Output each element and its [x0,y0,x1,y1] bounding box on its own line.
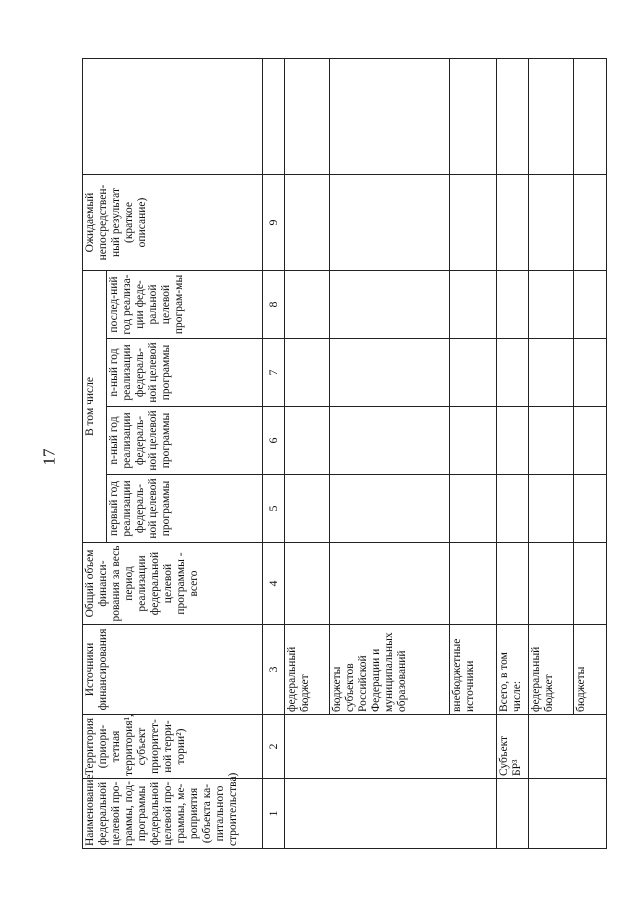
table-cell [329,175,449,271]
col-number: 9 [263,175,285,271]
table-row [529,59,574,849]
table-cell [573,407,606,475]
table-cell [285,271,330,339]
table-cell [496,59,528,175]
row-total-including: Всего, в том числе: [496,625,528,715]
header-col-1: Наименование федеральной целевой про-граммы, под-программы федеральной целевой про-граммы, ме-роприятия (объекта ка-питального строительства) [83,779,263,849]
row-regional-budgets: бюджеты субъектов Российской Федерации и муниципальных образований [329,625,449,715]
col-number: 1 [263,779,285,849]
table-cell [450,175,497,271]
table-cell [285,475,330,543]
table-cell [496,407,528,475]
table-cell [285,543,330,625]
table-cell [285,779,496,849]
table-cell [285,175,330,271]
table-cell [329,543,449,625]
column-number-row [263,59,285,849]
table-cell [529,475,574,543]
table-cell [529,59,574,175]
table-cell [496,339,528,407]
col-number: 2 [263,715,285,779]
table-cell [329,339,449,407]
table-cell [285,59,330,175]
table-cell [573,475,606,543]
row-federal-budget-2: федеральный бюджет [529,625,574,715]
table-cell [496,779,528,849]
header-col-9: Ожидаемый непосредствен-ный результат (краткое описание) [83,175,263,271]
table-cell [573,175,606,271]
header-col-5: первый год реализации федераль-ной целевой программы [107,475,263,543]
table-cell [529,543,574,625]
col-number: 8 [263,271,285,339]
col-number: 3 [263,625,285,715]
table-cell [285,407,330,475]
header-col-6: n-ный год реализации федераль-ной целевой программы [107,407,263,475]
col-number: 7 [263,339,285,407]
header-col-8: послед-ний год реализа-ции феде-ральной целевой програм-мы [107,271,263,339]
header-col-7: n-ный год реализации федераль-ной целевой программы [107,339,263,407]
table-cell [263,59,285,175]
row-federal-budget: федеральный бюджет [285,625,330,715]
table-cell [496,543,528,625]
table-cell [573,543,606,625]
row-budgets: бюджеты [573,625,606,715]
header-col-2: Территория (приори-тетная территория¹, субъект приоритет-ной терри-тории²) [83,715,263,779]
table-cell [496,475,528,543]
table-cell [529,175,574,271]
table-cell [450,59,497,175]
header-col-3: Источники финансирования [83,625,263,715]
table-cell [450,407,497,475]
table-cell [496,175,528,271]
table-cell [573,339,606,407]
col-number: 4 [263,543,285,625]
table-cell [329,475,449,543]
table-cell [573,271,606,339]
table-cell [329,407,449,475]
header-col-4: Общий объем финанси-рования за весь период реализации федеральной целевой программы - всего [83,543,263,625]
table-cell [329,59,449,175]
table-cell [529,715,607,779]
table-cell [573,59,606,175]
table-cell [529,407,574,475]
header-spacer [83,59,263,175]
col-number: 6 [263,407,285,475]
header-group-including: В том числе [83,271,107,543]
col-number: 5 [263,475,285,543]
page-number: 17 [39,448,59,466]
table-cell [450,339,497,407]
financing-table [82,58,607,849]
table-cell [529,271,574,339]
row-subject-label: Субъект БР³ [496,715,528,779]
table-container [82,59,607,849]
table-cell [285,339,330,407]
table-cell [529,339,574,407]
row-extrabudgetary: внебюджетные источники [450,625,497,715]
table-cell [529,779,607,849]
table-cell [329,271,449,339]
table-row [496,59,528,849]
table-cell [496,271,528,339]
table-cell [285,715,496,779]
table-cell [450,543,497,625]
table-cell [450,475,497,543]
table-cell [450,271,497,339]
table-row [285,59,330,849]
